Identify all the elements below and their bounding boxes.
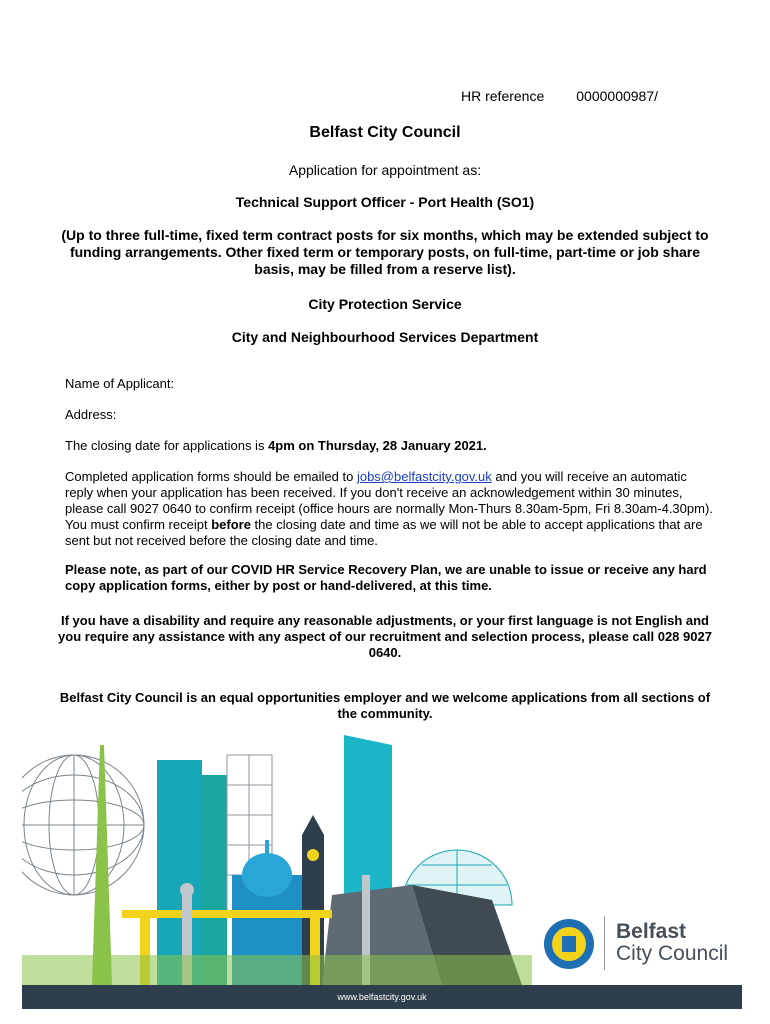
job-title: Technical Support Officer - Port Health (SO1): [235, 194, 535, 210]
instructions-part2: and you will receive an automatic reply when your application has been received. If you don't receive an acknowledgement within 30 minutes, please call 9027 0640 to confirm receipt (office hours are normally Mon-Thurs 8.30am-5pm, Fri 8.30am-4.30pm). You must confirm receipt: [65, 469, 713, 532]
service-name: City Protection Service: [308, 296, 462, 312]
website-link[interactable]: www.belfastcity.gov.uk: [337, 992, 427, 1002]
logo-line1: Belfast: [616, 920, 687, 943]
job-note: (Up to three full-time, fixed term contract posts for six months, which may be extended subject to funding arrangements. Other fixed term or temporary posts, on full-time, part-time or job share basis, may be filled from a reserve list).: [61, 227, 709, 277]
submission-instructions: [65, 469, 715, 549]
footer-bar: [22, 985, 742, 1009]
logo-divider: [604, 916, 605, 970]
council-crest-icon: [543, 918, 595, 970]
hr-reference: [461, 88, 658, 104]
disability-note: If you have a disability and require any reasonable adjustments, or your first language is not English and you require any assistance with any aspect of our recruitment and selection process, please call 028 9027 0640.: [58, 613, 712, 660]
hr-reference-label: HR reference: [461, 88, 545, 104]
instructions-bold: before: [211, 517, 251, 532]
covid-note: Please note, as part of our COVID HR Service Recovery Plan, we are unable to issue or receive any hard copy application forms, either by post or hand-delivered, at this time.: [65, 562, 707, 593]
instructions-part1: Completed application forms should be emailed to: [65, 469, 357, 484]
closing-date-paragraph: [65, 438, 715, 453]
application-for-label: Application for appointment as:: [288, 162, 482, 178]
equal-opportunities-note: Belfast City Council is an equal opportunities employer and we welcome applications from all sections of the community.: [59, 690, 711, 721]
applicant-name-label: Name of Applicant:: [65, 376, 175, 391]
instructions-part3: the closing date and time as we will not be able to accept applications that are sent but not received before the closing date and time.: [65, 517, 703, 548]
council-logo: [616, 921, 728, 965]
closing-prefix: The closing date for applications is: [65, 438, 269, 453]
ground-icon: [22, 955, 532, 985]
email-link[interactable]: jobs@belfastcity.gov.uk: [356, 469, 492, 484]
logo-line2: City Council: [616, 942, 729, 965]
council-title: Belfast City Council: [309, 124, 461, 141]
dome-sphere-icon: [22, 755, 144, 895]
address-label: Address:: [65, 407, 117, 422]
department-name: City and Neighbourhood Services Department: [231, 329, 539, 345]
closing-date: 4pm on Thursday, 28 January 2021.: [268, 438, 487, 453]
hr-reference-value: 0000000987/: [576, 88, 659, 104]
